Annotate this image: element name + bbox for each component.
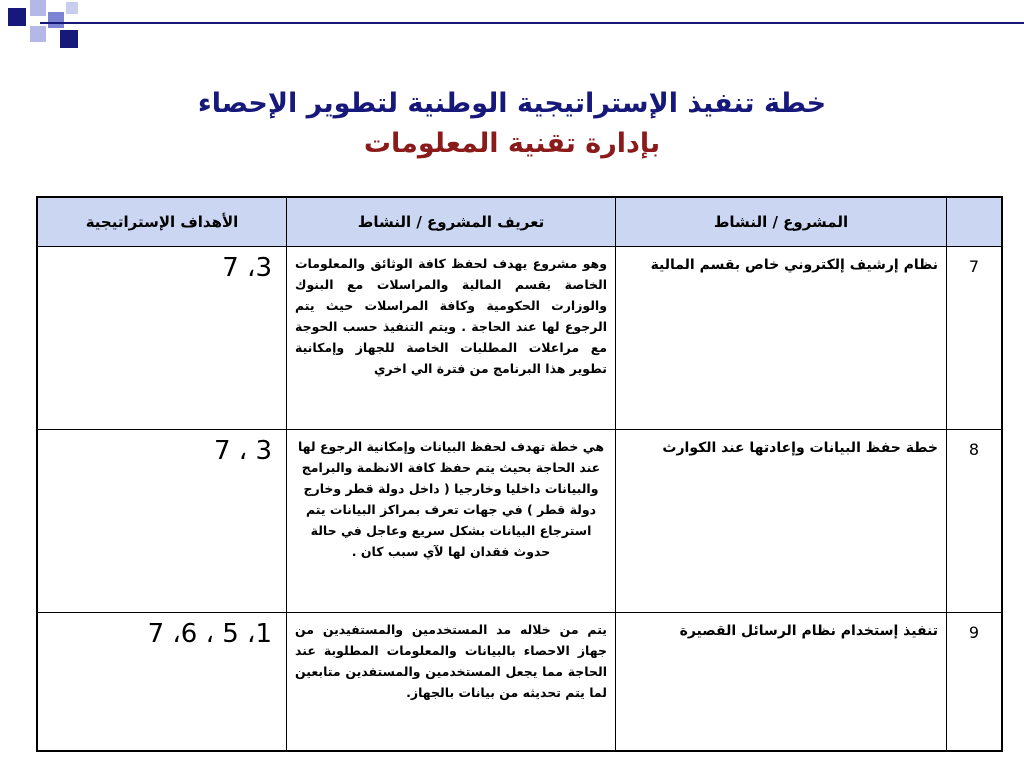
strategic-goals: 1، 5 ، 6، 7	[37, 613, 287, 752]
row-number: 8	[947, 430, 1003, 613]
plan-table	[36, 196, 1003, 752]
deco-square	[48, 12, 64, 28]
table-row	[37, 430, 1002, 613]
project-definition: هي خطة تهدف لحفظ البيانات وإمكانية الرجوع لها عند الحاجة بحيث يتم حفظ كافة الانظمة والبرامج والبيانات داخليا وخارجيا ( داخل دولة قطر وخارج دولة قطر ) في جهات تعرف بمراكز البيانات يتم استرجاع البيانات بشكل سريع وعاجل في حالة حدوث فقدان لها لآي سبب كان .	[287, 430, 616, 613]
row-number: 9	[947, 613, 1003, 752]
table-row	[37, 613, 1002, 752]
project-name: تنفيذ إستخدام نظام الرسائل القصيرة	[616, 613, 947, 752]
header-definition: تعريف المشروع / النشاط	[287, 197, 616, 247]
table-header-row	[37, 197, 1002, 247]
project-definition: يتم من خلاله مد المستخدمين والمستفيدين من جهاز الاحصاء بالبيانات والمعلومات المطلوبة عند الحاجة مما يجعل المستخدمين والمستفدين متابعين لما يتم تحديثه من بيانات بالجهاز.	[287, 613, 616, 752]
deco-square	[8, 8, 26, 26]
title-line-2: بإدارة تقنية المعلومات	[363, 128, 661, 159]
project-name: نظام إرشيف إلكتروني خاص بقسم المالية	[616, 247, 947, 430]
corner-decoration	[0, 0, 130, 60]
deco-square	[30, 0, 46, 16]
slide-title	[0, 84, 1024, 164]
row-number: 7	[947, 247, 1003, 430]
table-row	[37, 247, 1002, 430]
header-rule	[40, 22, 1024, 24]
deco-square	[66, 2, 78, 14]
project-definition: وهو مشروع يهدف لحفظ كافة الوثائق والمعلومات الخاصة بقسم المالية والمراسلات مع البنوك والوزارت الحكومية وكافة المراسلات حيث يتم الرجوع لها عند الحاجة . ويتم التنفيذ حسب الحوجة مع مراعلات المطلبات الخاصة للجهاز وإمكانية تطوير هذا البرنامج من فترة الي اخري	[287, 247, 616, 430]
strategic-goals: 3، 7	[37, 247, 287, 430]
header-num	[947, 197, 1003, 247]
title-line-1: خطة تنفيذ الإستراتيجية الوطنية لتطوير الإحصاء	[197, 88, 827, 119]
header-project: المشروع / النشاط	[616, 197, 947, 247]
deco-square	[30, 26, 46, 42]
strategic-goals: 3 ، 7	[37, 430, 287, 613]
header-goals: الأهداف الإستراتيجية	[37, 197, 287, 247]
deco-square	[60, 30, 78, 48]
project-name: خطة حفظ البيانات وإعادتها عند الكوارث	[616, 430, 947, 613]
